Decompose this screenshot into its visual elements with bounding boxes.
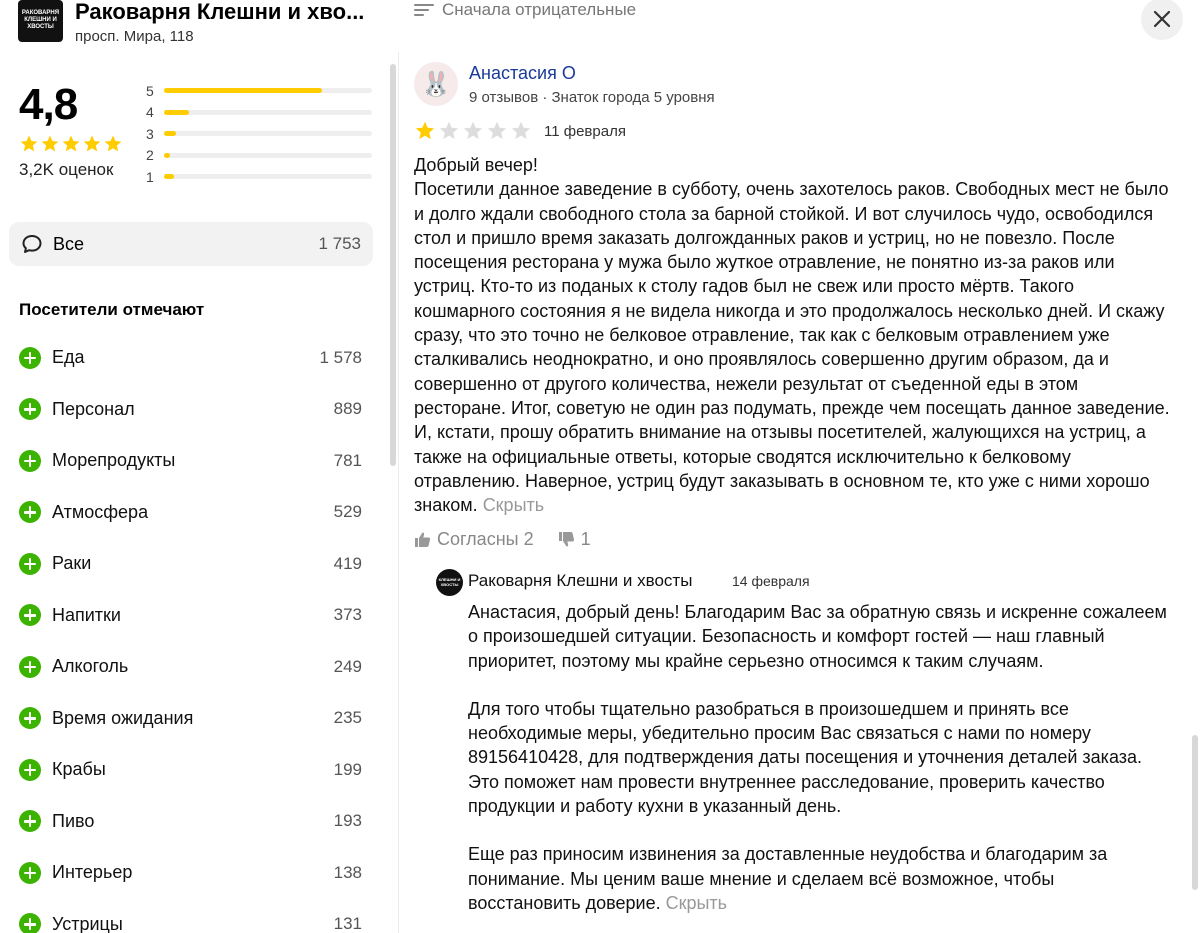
aspect-count: 193 (333, 811, 362, 831)
star-icon (40, 134, 60, 159)
aspect-item[interactable] (19, 744, 362, 796)
aspect-item[interactable] (19, 435, 362, 487)
reply-paragraph: Анастасия, добрый день! Благодарим Вас за обратную связь и искренне сожалеем о произошедшей ситуации. Безопасность и комфорт гостей — наш главный приоритет, поэтому мы крайне серьезно относимся к таким случаям. (468, 602, 1167, 671)
aspect-name: Интерьер (52, 862, 133, 883)
rating-bar-label: 2 (146, 147, 154, 164)
star-icon (510, 120, 532, 147)
reply-text (468, 600, 1168, 933)
rating-bar-track (164, 110, 372, 115)
review-stars (414, 120, 532, 147)
rating-sidebar (0, 52, 385, 933)
aspect-count: 131 (333, 914, 362, 933)
aspect-item[interactable] (19, 796, 362, 848)
plus-icon (19, 862, 41, 884)
aspect-item[interactable] (19, 487, 362, 539)
aspect-count: 373 (333, 605, 362, 625)
star-icon (103, 134, 123, 159)
plus-icon (19, 604, 41, 626)
rating-bar-row (146, 102, 372, 124)
rating-bar-fill (164, 110, 189, 115)
star-icon (414, 120, 436, 147)
aspects-title: Посетители отмечают (19, 300, 205, 319)
aspect-count: 138 (333, 862, 362, 882)
aspect-count: 889 (333, 399, 362, 419)
place-title[interactable]: Раковарня Клешни и хво... (75, 0, 365, 24)
plus-icon (19, 656, 41, 678)
aspect-count: 249 (333, 656, 362, 676)
aspect-name: Устрицы (52, 913, 123, 933)
plus-icon (19, 553, 41, 575)
aspect-item[interactable] (19, 332, 362, 384)
rating-bar-fill (164, 131, 176, 136)
reply-paragraph-text: Еще раз приносим извинения за доставленные неудобства и благодарим за понимание. Мы ценим ваше мнение и сделаем всё возможное, чтобы восстановить доверие. (468, 844, 1108, 913)
aspect-count: 1 578 (319, 347, 362, 367)
rating-bar-track (164, 174, 372, 179)
plus-icon (19, 913, 41, 933)
filter-all-count: 1 753 (318, 234, 361, 253)
aspect-item[interactable] (19, 384, 362, 436)
column-divider (398, 52, 399, 933)
reply-date: 14 февраля (732, 573, 810, 589)
aspect-item[interactable] (19, 899, 362, 933)
rating-bar-fill (164, 174, 174, 179)
reply-hide-link[interactable]: Скрыть (665, 892, 728, 913)
rating-value: 4,8 (19, 80, 78, 129)
plus-icon (19, 347, 41, 369)
rating-bar-track (164, 88, 372, 93)
rating-bar-track (164, 131, 372, 136)
star-icon (19, 134, 39, 159)
close-button[interactable] (1141, 0, 1183, 40)
reply-paragraph (468, 842, 1168, 915)
review-hide-link[interactable]: Скрыть (482, 495, 545, 516)
rating-bar-track (164, 153, 372, 158)
aspect-name: Персонал (52, 398, 135, 419)
rating-bar-fill (164, 88, 322, 93)
aspect-count: 529 (333, 502, 362, 522)
agree-button[interactable] (414, 529, 534, 550)
rating-bar-label: 1 (146, 168, 154, 185)
plus-icon (19, 450, 41, 472)
rating-bar-row (146, 166, 372, 188)
aspect-count: 419 (333, 553, 362, 573)
place-logo[interactable]: РАКОВАРНЯ КЛЕШНИ И ХВОСТЫ (18, 0, 63, 42)
rating-bar-fill (164, 153, 170, 158)
plus-icon (19, 759, 41, 781)
plus-icon (19, 501, 41, 523)
review-body: Добрый вечер! Посетили данное заведение в субботу, очень захотелось раков. Свободных мест не было и долго ждали свободного стола за барной стойкой. И вот случилось чудо, освободился стол и пришло время заказать долгожданных раков и устриц, но не повезло. После посещения ресторана у мужа было жуткое отравление, не понятно из-за раков или устриц. Кто-то из поданых к столу гадов был не свеж или просто мёртв. Такого кошмарного состояния я не видела никогда и это продолжалось несколько дней. И скажу сразу, что это точно не белковое отравление, так как с белковым отравлением уже сталкивались неоднократно, и оно проявлялось совершенно другим образом, да и совершенно от другого количества, нежели результат от съеденной еды в этом ресторане. Итог, советую не один раз подумать, прежде чем посещать данное заведение. И, кстати, прошу обратить внимание на отзывы посетителей, жалующихся на устриц, а также на официальные ответы, которые сводятся исключительно к белковому отравлению. Наверное, устриц будут заказывать в основном те, кто уже с ними хорошо знаком. (414, 155, 1170, 516)
rating-bar-label: 3 (146, 125, 154, 142)
sidebar-scrollbar[interactable] (389, 58, 397, 933)
agree-label: Согласны 2 (437, 529, 534, 549)
filter-all-button[interactable] (9, 222, 373, 266)
disagree-button[interactable] (558, 529, 591, 550)
sort-label: Сначала отрицательные (442, 0, 637, 19)
close-icon (1153, 10, 1171, 28)
aspect-name: Раки (52, 553, 92, 574)
star-icon (486, 120, 508, 147)
main-scrollbar[interactable] (1192, 735, 1198, 890)
sort-icon (414, 3, 434, 17)
avatar[interactable]: 🐰 (414, 62, 458, 106)
aspect-item[interactable] (19, 590, 362, 642)
rating-bar-label: 4 (146, 104, 154, 121)
aspect-count: 199 (333, 759, 362, 779)
aspect-name: Время ожидания (52, 707, 194, 728)
aspect-name: Напитки (52, 604, 121, 625)
review-date: 11 февраля (544, 123, 626, 140)
reply-logo: КЛЕШНИ И ХВОСТЫ (436, 569, 463, 596)
star-icon (82, 134, 102, 159)
plus-icon (19, 398, 41, 420)
aspect-name: Алкоголь (52, 656, 129, 677)
place-address: просп. Мира, 118 (75, 28, 194, 45)
rating-distribution (146, 80, 372, 188)
aspect-name: Еда (52, 347, 85, 368)
disagree-count: 1 (580, 529, 591, 549)
aspect-count: 781 (333, 450, 362, 470)
aspects-list (19, 332, 362, 933)
sort-dropdown[interactable] (414, 0, 636, 20)
aspect-name: Пиво (52, 810, 95, 831)
review-text (414, 153, 1170, 517)
star-icon (61, 134, 81, 159)
header (0, 0, 1200, 52)
review-reactions (414, 529, 591, 550)
filter-all-label: Все (53, 233, 85, 254)
reply-paragraph: Для того чтобы тщательно разобраться в произошедшем и принять все необходимые меры, убедительно просим Вас связаться с нами по номеру 89156410428, для подтверждения даты посещения и уточнения деталей заказа. Это поможет нам провести внутреннее расследование, проверить качество продукции и работу кухни в указанный день. (468, 698, 1143, 817)
reply-author: Раковарня Клешни и хвосты (468, 571, 693, 590)
thumbs-down-icon (558, 531, 575, 548)
aspect-count: 235 (333, 708, 362, 728)
rating-bar-row (146, 80, 372, 102)
aspect-name: Крабы (52, 759, 106, 780)
aspect-item[interactable] (19, 847, 362, 899)
aspect-item[interactable] (19, 693, 362, 745)
star-icon (462, 120, 484, 147)
rating-bar-row (146, 123, 372, 145)
aspect-name: Морепродукты (52, 450, 176, 471)
rating-count: 3,2K оценок (19, 160, 114, 179)
plus-icon (19, 707, 41, 729)
aspect-name: Атмосфера (52, 501, 149, 522)
rating-bar-row (146, 145, 372, 167)
review-author-meta: 9 отзывов · Знаток города 5 уровня (469, 89, 715, 106)
aspect-item[interactable] (19, 641, 362, 693)
rating-bar-label: 5 (146, 82, 154, 99)
review-author[interactable]: Анастасия О (469, 63, 576, 83)
rating-stars (19, 134, 123, 159)
star-icon (438, 120, 460, 147)
thumbs-up-icon (414, 531, 431, 548)
plus-icon (19, 810, 41, 832)
chat-bubble-icon (21, 233, 43, 255)
aspect-item[interactable] (19, 538, 362, 590)
